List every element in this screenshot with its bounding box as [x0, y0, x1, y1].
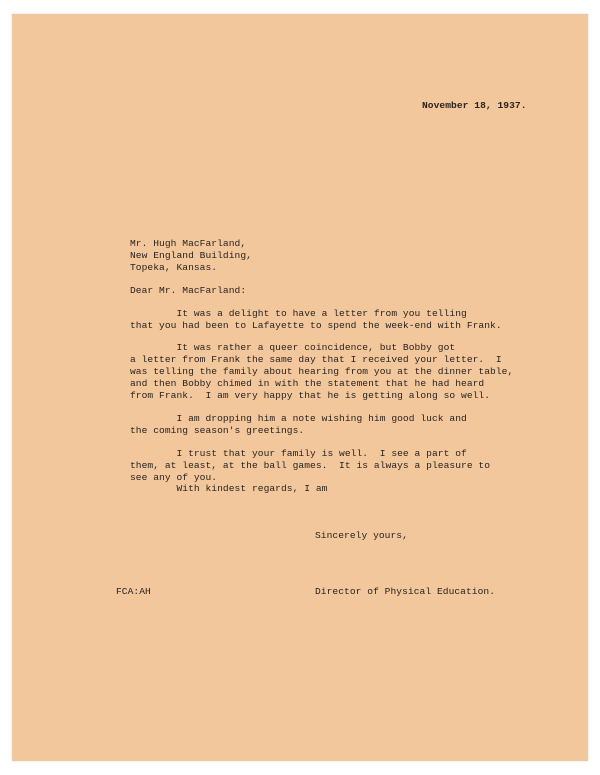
letter-date: November 18, 1937. — [422, 100, 527, 111]
paragraph-2-line-3: was telling the family about hearing from you at the dinner table, — [130, 366, 514, 377]
address-line-3: Topeka, Kansas. — [130, 262, 218, 273]
paragraph-3-line-2: the coming season's greetings. — [130, 425, 305, 436]
paragraph-3-line-1: I am dropping him a note wishing him good luck and — [130, 413, 467, 424]
address-line-2: New England Building, — [130, 250, 252, 261]
regards-line: With kindest regards, I am — [130, 483, 328, 494]
signature-title: Director of Physical Education. — [315, 586, 496, 597]
salutation: Dear Mr. MacFarland: — [130, 285, 247, 296]
address-line-1: Mr. Hugh MacFarland, — [130, 238, 247, 249]
paragraph-1-line-1: It was a delight to have a letter from you telling — [130, 308, 467, 319]
paragraph-2-line-1: It was rather a queer coincidence, but Bobby got — [130, 342, 456, 353]
paragraph-2-line-4: and then Bobby chimed in with the statement that he had heard — [130, 378, 485, 389]
paragraph-4-line-1: I trust that your family is well. I see a part of — [130, 448, 467, 459]
typist-initials: FCA:AH — [116, 586, 151, 597]
paragraph-2-line-2: a letter from Frank the same day that I received your letter. I — [130, 354, 502, 365]
paragraph-4-line-2: them, at least, at the ball games. It is always a pleasure to — [130, 460, 491, 471]
paragraph-1-line-2: that you had been to Lafayette to spend the week-end with Frank. — [130, 320, 502, 331]
closing: Sincerely yours, — [315, 530, 408, 541]
paragraph-2-line-5: from Frank. I am very happy that he is getting along so well. — [130, 390, 491, 401]
paragraph-4-line-3: see any of you. — [130, 472, 218, 483]
letter-page — [12, 14, 588, 761]
